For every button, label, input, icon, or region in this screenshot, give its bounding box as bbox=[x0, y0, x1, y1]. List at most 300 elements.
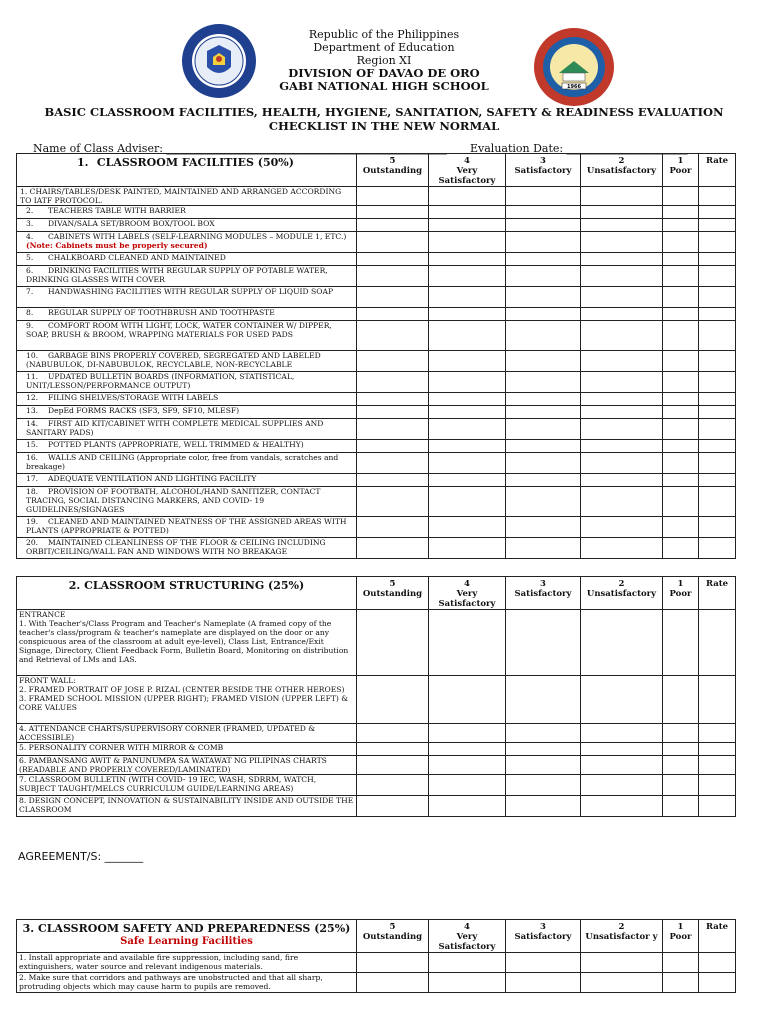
rating-cell-very-satisfactory[interactable] bbox=[429, 538, 506, 559]
checklist-item-number: 7. bbox=[26, 287, 34, 296]
rating-cell-rate[interactable] bbox=[699, 953, 736, 973]
rating-cell-satisfactory[interactable] bbox=[506, 219, 581, 232]
checklist-item-text bbox=[17, 266, 357, 287]
rating-cell-outstanding[interactable] bbox=[357, 266, 429, 287]
rating-cell-outstanding[interactable] bbox=[357, 321, 429, 351]
rating-cell-rate[interactable] bbox=[699, 440, 736, 453]
header-satisfactory: 3 Satisfactory bbox=[506, 920, 581, 953]
checklist-item-note: (Note: Cabinets must be properly secured) bbox=[26, 241, 208, 250]
rating-cell-unsatisfactory[interactable] bbox=[581, 187, 663, 206]
rating-cell-satisfactory[interactable] bbox=[506, 474, 581, 487]
rating-cell-satisfactory[interactable] bbox=[506, 351, 581, 372]
rating-cell-poor[interactable] bbox=[663, 756, 699, 775]
rating-cell-rate[interactable] bbox=[699, 487, 736, 517]
checklist-item-number: 4. bbox=[26, 232, 34, 241]
rating-cell-very-satisfactory[interactable] bbox=[429, 440, 506, 453]
rating-cell-poor[interactable] bbox=[663, 775, 699, 796]
rating-cell-unsatisfactory[interactable] bbox=[581, 253, 663, 266]
rating-cell-unsatisfactory[interactable] bbox=[581, 308, 663, 321]
rating-cell-satisfactory[interactable] bbox=[506, 517, 581, 538]
school-seal-year: 1966 bbox=[567, 84, 581, 90]
rating-cell-outstanding[interactable] bbox=[357, 287, 429, 308]
rating-cell-rate[interactable] bbox=[699, 743, 736, 756]
checklist-item-text bbox=[17, 406, 357, 419]
rating-cell-rate[interactable] bbox=[699, 610, 736, 676]
checklist-item-number: 16. bbox=[26, 453, 39, 462]
rating-cell-rate[interactable] bbox=[699, 724, 736, 743]
checklist-item-text bbox=[17, 321, 357, 351]
checklist-item-label: PROVISION OF FOOTBATH, ALCOHOL/HAND SANITIZER, CONTACT TRACING, SOCIAL DISTANCING MARKERS, AND COVID- 19 GUIDELINES/SIGNAGES bbox=[26, 487, 321, 514]
rating-cell-unsatisfactory[interactable] bbox=[581, 406, 663, 419]
rating-cell-satisfactory[interactable] bbox=[506, 743, 581, 756]
table-row bbox=[17, 321, 736, 351]
rating-cell-satisfactory[interactable] bbox=[506, 724, 581, 743]
checklist-item-label: WALLS AND CEILING (Appropriate color, free from vandals, scratches and breakage) bbox=[26, 453, 339, 471]
checklist-item-text bbox=[17, 419, 357, 440]
rating-cell-poor[interactable] bbox=[663, 610, 699, 676]
table-row bbox=[17, 287, 736, 308]
rating-cell-unsatisfactory[interactable] bbox=[581, 756, 663, 775]
rating-cell-poor[interactable] bbox=[663, 973, 699, 993]
table-row bbox=[17, 487, 736, 517]
rating-cell-poor[interactable] bbox=[663, 372, 699, 393]
rating-cell-rate[interactable] bbox=[699, 308, 736, 321]
checklist-item-number: 10. bbox=[26, 351, 39, 360]
rating-cell-very-satisfactory[interactable] bbox=[429, 743, 506, 756]
rating-cell-rate[interactable] bbox=[699, 372, 736, 393]
checklist-item-label: CHAIRS/TABLES/DESK PAINTED, MAINTAINED AND ARRANGED ACCORDING TO IATF PROTOCOL. bbox=[20, 187, 342, 205]
rating-cell-poor[interactable] bbox=[663, 206, 699, 219]
checklist-item-label: FILING SHELVES/STORAGE WITH LABELS bbox=[48, 393, 219, 402]
table-row bbox=[17, 440, 736, 453]
school-seal-logo bbox=[533, 27, 615, 107]
rating-cell-unsatisfactory[interactable] bbox=[581, 610, 663, 676]
checklist-item-text bbox=[17, 440, 357, 453]
rating-cell-satisfactory[interactable] bbox=[506, 321, 581, 351]
checklist-item-label: ENTRANCE 1. With Teacher's/Class Program and Teacher's Nameplate (A framed copy of the teacher's class/program & teacher's nameplate are displayed on the door or any conspicuous area of the classroom at adult eye-level), Class List, Entrance/Exit Signage, Directory, Client Feedback Form, Bulletin Board, Monitoring on distribution and Retrieval of LMs and LAS. bbox=[17, 610, 357, 676]
header-text-block bbox=[200, 28, 568, 93]
rating-cell-unsatisfactory[interactable] bbox=[581, 287, 663, 308]
table-row bbox=[17, 253, 736, 266]
checklist-item-text bbox=[17, 538, 357, 559]
section3-header-row bbox=[17, 920, 736, 953]
table-row bbox=[17, 724, 736, 743]
rating-cell-unsatisfactory[interactable] bbox=[581, 973, 663, 993]
checklist-item-number: 14. bbox=[26, 419, 39, 428]
header-division: DIVISION OF DAVAO DE ORO bbox=[288, 66, 480, 80]
rating-cell-very-satisfactory[interactable] bbox=[429, 724, 506, 743]
checklist-item-text bbox=[17, 517, 357, 538]
header-outstanding: 5 Outstanding bbox=[357, 154, 429, 187]
rating-cell-satisfactory[interactable] bbox=[506, 487, 581, 517]
checklist-item-text bbox=[17, 187, 357, 206]
rating-cell-outstanding[interactable] bbox=[357, 232, 429, 253]
checklist-item-text bbox=[17, 372, 357, 393]
rating-cell-unsatisfactory[interactable] bbox=[581, 351, 663, 372]
rating-cell-very-satisfactory[interactable] bbox=[429, 206, 506, 219]
rating-cell-very-satisfactory[interactable] bbox=[429, 756, 506, 775]
rating-cell-unsatisfactory[interactable] bbox=[581, 796, 663, 817]
header-region: Region XI bbox=[356, 54, 412, 67]
checklist-item-label: CLEANED AND MAINTAINED NEATNESS OF THE ASSIGNED AREAS WITH PLANTS (APPROPRIATE & POTTED) bbox=[26, 517, 347, 535]
rating-cell-outstanding[interactable] bbox=[357, 219, 429, 232]
rating-cell-satisfactory[interactable] bbox=[506, 610, 581, 676]
rating-cell-very-satisfactory[interactable] bbox=[429, 187, 506, 206]
checklist-item-number: 18. bbox=[26, 487, 39, 496]
section2-title: 2. CLASSROOM STRUCTURING (25%) bbox=[17, 577, 357, 610]
checklist-item-label: CHALKBOARD CLEANED AND MAINTAINED bbox=[48, 253, 226, 262]
rating-cell-very-satisfactory[interactable] bbox=[429, 676, 506, 724]
rating-cell-poor[interactable] bbox=[663, 487, 699, 517]
table-row bbox=[17, 393, 736, 406]
rating-cell-rate[interactable] bbox=[699, 796, 736, 817]
rating-cell-very-satisfactory[interactable] bbox=[429, 253, 506, 266]
checklist-item-number: 13. bbox=[26, 406, 39, 415]
rating-cell-rate[interactable] bbox=[699, 287, 736, 308]
rating-cell-outstanding[interactable] bbox=[357, 372, 429, 393]
rating-cell-unsatisfactory[interactable] bbox=[581, 440, 663, 453]
rating-cell-satisfactory[interactable] bbox=[506, 538, 581, 559]
rating-cell-unsatisfactory[interactable] bbox=[581, 676, 663, 724]
checklist-item-number: 8. bbox=[26, 308, 34, 317]
rating-cell-very-satisfactory[interactable] bbox=[429, 610, 506, 676]
checklist-item-label: DRINKING FACILITIES WITH REGULAR SUPPLY OF POTABLE WATER, DRINKING GLASSES WITH COVER bbox=[26, 266, 328, 284]
checklist-item-text bbox=[17, 219, 357, 232]
rating-cell-poor[interactable] bbox=[663, 453, 699, 474]
header-unsatisfactory: 2 Unsatisfactor y bbox=[581, 920, 663, 953]
rating-cell-outstanding[interactable] bbox=[357, 474, 429, 487]
table-row bbox=[17, 953, 736, 973]
rating-cell-very-satisfactory[interactable] bbox=[429, 287, 506, 308]
rating-cell-rate[interactable] bbox=[699, 266, 736, 287]
rating-cell-outstanding[interactable] bbox=[357, 393, 429, 406]
rating-cell-poor[interactable] bbox=[663, 724, 699, 743]
table-row bbox=[17, 743, 736, 756]
document-header bbox=[0, 0, 768, 110]
checklist-item-label: MAINTAINED CLEANLINESS OF THE FLOOR & CEILING INCLUDING ORBIT/CEILING/WALL FAN AND WINDOWS WITH NO BREAKAGE bbox=[26, 538, 326, 556]
rating-cell-satisfactory[interactable] bbox=[506, 953, 581, 973]
rating-cell-outstanding[interactable] bbox=[357, 775, 429, 796]
rating-cell-outstanding[interactable] bbox=[357, 517, 429, 538]
rating-cell-outstanding[interactable] bbox=[357, 440, 429, 453]
rating-cell-very-satisfactory[interactable] bbox=[429, 419, 506, 440]
checklist-item-label: 1. Install appropriate and available fire suppression, including sand, fire extinguishers, water source and relevant indigenous materials. bbox=[17, 953, 357, 973]
header-satisfactory: 3 Satisfactory bbox=[506, 154, 581, 187]
rating-cell-outstanding[interactable] bbox=[357, 206, 429, 219]
rating-cell-poor[interactable] bbox=[663, 266, 699, 287]
rating-cell-outstanding[interactable] bbox=[357, 743, 429, 756]
rating-cell-unsatisfactory[interactable] bbox=[581, 393, 663, 406]
checklist-item-label: 7. CLASSROOM BULLETIN (WITH COVID- 19 IEC, WASH, SDRRM, WATCH, SUBJECT TAUGHT/MELCS CURRICULUM GUIDE/LEARNING AREAS) bbox=[17, 775, 357, 796]
rating-cell-satisfactory[interactable] bbox=[506, 756, 581, 775]
rating-cell-poor[interactable] bbox=[663, 440, 699, 453]
section1-number: 1. bbox=[77, 156, 89, 169]
header-department: Department of Education bbox=[313, 41, 455, 54]
table-row bbox=[17, 308, 736, 321]
rating-cell-rate[interactable] bbox=[699, 232, 736, 253]
agreement-field[interactable]: AGREEMENT/S: _______ bbox=[18, 850, 144, 863]
title-line-2: CHECKLIST IN THE NEW NORMAL bbox=[268, 119, 500, 133]
section2-body bbox=[17, 610, 736, 817]
checklist-item-number: 19. bbox=[26, 517, 39, 526]
rating-cell-poor[interactable] bbox=[663, 321, 699, 351]
rating-cell-unsatisfactory[interactable] bbox=[581, 321, 663, 351]
rating-cell-satisfactory[interactable] bbox=[506, 775, 581, 796]
checklist-item-label: 5. PERSONALITY CORNER WITH MIRROR & COMB bbox=[17, 743, 357, 756]
rating-cell-rate[interactable] bbox=[699, 973, 736, 993]
rating-cell-unsatisfactory[interactable] bbox=[581, 743, 663, 756]
rating-cell-outstanding[interactable] bbox=[357, 453, 429, 474]
checklist-item-label: HANDWASHING FACILITIES WITH REGULAR SUPPLY OF LIQUID SOAP bbox=[48, 287, 334, 296]
checklist-item-number: 2. bbox=[26, 206, 34, 215]
rating-cell-poor[interactable] bbox=[663, 351, 699, 372]
rating-cell-unsatisfactory[interactable] bbox=[581, 724, 663, 743]
rating-cell-satisfactory[interactable] bbox=[506, 419, 581, 440]
checklist-item-text bbox=[17, 232, 357, 253]
checklist-item-label: REGULAR SUPPLY OF TOOTHBRUSH AND TOOTHPASTE bbox=[48, 308, 275, 317]
rating-cell-satisfactory[interactable] bbox=[506, 676, 581, 724]
rating-cell-rate[interactable] bbox=[699, 351, 736, 372]
rating-cell-very-satisfactory[interactable] bbox=[429, 953, 506, 973]
rating-cell-outstanding[interactable] bbox=[357, 796, 429, 817]
rating-cell-outstanding[interactable] bbox=[357, 253, 429, 266]
checklist-item-text bbox=[17, 453, 357, 474]
checklist-item-number: 15. bbox=[26, 440, 39, 449]
header-school: GABI NATIONAL HIGH SCHOOL bbox=[279, 79, 489, 93]
rating-cell-satisfactory[interactable] bbox=[506, 287, 581, 308]
rating-cell-rate[interactable] bbox=[699, 517, 736, 538]
rating-cell-outstanding[interactable] bbox=[357, 953, 429, 973]
table-row bbox=[17, 372, 736, 393]
checklist-item-number: 6. bbox=[26, 266, 34, 275]
rating-cell-poor[interactable] bbox=[663, 538, 699, 559]
rating-cell-unsatisfactory[interactable] bbox=[581, 474, 663, 487]
rating-cell-outstanding[interactable] bbox=[357, 308, 429, 321]
section3-body bbox=[17, 953, 736, 993]
checklist-item-label: 2. Make sure that corridors and pathways are unobstructed and that all sharp, protruding objects which may cause harm to pupils are removed. bbox=[17, 973, 357, 993]
rating-cell-very-satisfactory[interactable] bbox=[429, 796, 506, 817]
table-row bbox=[17, 610, 736, 676]
rating-cell-poor[interactable] bbox=[663, 253, 699, 266]
checklist-item-number: 17. bbox=[26, 474, 39, 483]
rating-cell-rate[interactable] bbox=[699, 775, 736, 796]
header-poor: 1 Poor bbox=[663, 154, 699, 187]
rating-cell-poor[interactable] bbox=[663, 187, 699, 206]
rating-cell-unsatisfactory[interactable] bbox=[581, 487, 663, 517]
rating-cell-rate[interactable] bbox=[699, 187, 736, 206]
table-row bbox=[17, 756, 736, 775]
rating-cell-very-satisfactory[interactable] bbox=[429, 393, 506, 406]
header-very-satisfactory: 4 Very Satisfactory bbox=[429, 920, 506, 953]
rating-cell-poor[interactable] bbox=[663, 676, 699, 724]
header-rate: Rate bbox=[699, 154, 736, 187]
section3-title bbox=[17, 920, 357, 953]
checklist-item-label: ADEQUATE VENTILATION AND LIGHTING FACILITY bbox=[48, 474, 257, 483]
rating-cell-rate[interactable] bbox=[699, 419, 736, 440]
class-adviser-field[interactable]: Name of Class Adviser: ___________________________________________________ bbox=[33, 142, 447, 155]
table-row bbox=[17, 232, 736, 253]
rating-cell-satisfactory[interactable] bbox=[506, 187, 581, 206]
rating-cell-unsatisfactory[interactable] bbox=[581, 232, 663, 253]
section1-table bbox=[16, 153, 736, 559]
rating-cell-poor[interactable] bbox=[663, 796, 699, 817]
rating-cell-unsatisfactory[interactable] bbox=[581, 953, 663, 973]
checklist-item-number: 20. bbox=[26, 538, 39, 547]
rating-cell-satisfactory[interactable] bbox=[506, 232, 581, 253]
evaluation-date-field[interactable]: Evaluation Date: ______________________ bbox=[470, 142, 688, 155]
rating-cell-outstanding[interactable] bbox=[357, 538, 429, 559]
table-row bbox=[17, 219, 736, 232]
rating-cell-poor[interactable] bbox=[663, 953, 699, 973]
header-outstanding: 5 Outstanding bbox=[357, 920, 429, 953]
checklist-item-text bbox=[17, 351, 357, 372]
checklist-item-number: 11. bbox=[26, 372, 39, 381]
rating-cell-rate[interactable] bbox=[699, 253, 736, 266]
table-row bbox=[17, 351, 736, 372]
rating-cell-very-satisfactory[interactable] bbox=[429, 453, 506, 474]
rating-cell-rate[interactable] bbox=[699, 393, 736, 406]
rating-cell-very-satisfactory[interactable] bbox=[429, 474, 506, 487]
rating-cell-poor[interactable] bbox=[663, 517, 699, 538]
rating-cell-very-satisfactory[interactable] bbox=[429, 517, 506, 538]
rating-cell-outstanding[interactable] bbox=[357, 187, 429, 206]
checklist-item-label: 8. DESIGN CONCEPT, INNOVATION & SUSTAINABILITY INSIDE AND OUTSIDE THE CLASSROOM bbox=[17, 796, 357, 817]
header-satisfactory: 3 Satisfactory bbox=[506, 577, 581, 610]
rating-cell-poor[interactable] bbox=[663, 232, 699, 253]
rating-cell-rate[interactable] bbox=[699, 321, 736, 351]
rating-cell-very-satisfactory[interactable] bbox=[429, 973, 506, 993]
rating-cell-poor[interactable] bbox=[663, 393, 699, 406]
rating-cell-poor[interactable] bbox=[663, 474, 699, 487]
rating-cell-satisfactory[interactable] bbox=[506, 453, 581, 474]
checklist-item-label: DepEd FORMS RACKS (SF3, SF9, SF10, MLESF) bbox=[48, 406, 240, 415]
checklist-item-text bbox=[17, 393, 357, 406]
rating-cell-unsatisfactory[interactable] bbox=[581, 372, 663, 393]
rating-cell-outstanding[interactable] bbox=[357, 676, 429, 724]
table-row bbox=[17, 517, 736, 538]
rating-cell-satisfactory[interactable] bbox=[506, 973, 581, 993]
rating-cell-outstanding[interactable] bbox=[357, 973, 429, 993]
rating-cell-outstanding[interactable] bbox=[357, 610, 429, 676]
section3-title-text: 3. CLASSROOM SAFETY AND PREPAREDNESS (25%) bbox=[22, 922, 351, 935]
rating-cell-very-satisfactory[interactable] bbox=[429, 487, 506, 517]
checklist-item-label: 4. ATTENDANCE CHARTS/SUPERVISORY CORNER (FRAMED, UPDATED & ACCESSIBLE) bbox=[17, 724, 357, 743]
header-rate: Rate bbox=[699, 920, 736, 953]
rating-cell-satisfactory[interactable] bbox=[506, 253, 581, 266]
checklist-item-number: 5. bbox=[26, 253, 34, 262]
header-poor: 1 Poor bbox=[663, 577, 699, 610]
checklist-item-text bbox=[17, 287, 357, 308]
rating-cell-unsatisfactory[interactable] bbox=[581, 538, 663, 559]
table-row bbox=[17, 453, 736, 474]
rating-cell-poor[interactable] bbox=[663, 419, 699, 440]
checklist-item-number: 12. bbox=[26, 393, 39, 402]
rating-cell-outstanding[interactable] bbox=[357, 406, 429, 419]
rating-cell-very-satisfactory[interactable] bbox=[429, 372, 506, 393]
rating-cell-rate[interactable] bbox=[699, 206, 736, 219]
section2-header-row bbox=[17, 577, 736, 610]
checklist-item-label: TEACHERS TABLE WITH BARRIER bbox=[48, 206, 186, 215]
rating-cell-poor[interactable] bbox=[663, 406, 699, 419]
checklist-item-number: 9. bbox=[26, 321, 34, 330]
table-row bbox=[17, 266, 736, 287]
rating-cell-outstanding[interactable] bbox=[357, 351, 429, 372]
header-unsatisfactory: 2 Unsatisfactory bbox=[581, 154, 663, 187]
rating-cell-satisfactory[interactable] bbox=[506, 440, 581, 453]
rating-cell-poor[interactable] bbox=[663, 308, 699, 321]
checklist-item-text bbox=[17, 253, 357, 266]
rating-cell-rate[interactable] bbox=[699, 538, 736, 559]
rating-cell-poor[interactable] bbox=[663, 287, 699, 308]
rating-cell-rate[interactable] bbox=[699, 219, 736, 232]
rating-cell-rate[interactable] bbox=[699, 406, 736, 419]
table-row bbox=[17, 206, 736, 219]
rating-cell-unsatisfactory[interactable] bbox=[581, 219, 663, 232]
rating-cell-poor[interactable] bbox=[663, 743, 699, 756]
rating-cell-very-satisfactory[interactable] bbox=[429, 351, 506, 372]
rating-cell-outstanding[interactable] bbox=[357, 487, 429, 517]
rating-cell-outstanding[interactable] bbox=[357, 756, 429, 775]
rating-cell-satisfactory[interactable] bbox=[506, 206, 581, 219]
table-row bbox=[17, 676, 736, 724]
checklist-item-label: POTTED PLANTS (APPROPRIATE, WELL TRIMMED & HEALTHY) bbox=[48, 440, 304, 449]
table-row bbox=[17, 187, 736, 206]
section3-subtitle: Safe Learning Facilities bbox=[120, 936, 253, 947]
rating-cell-outstanding[interactable] bbox=[357, 419, 429, 440]
header-rate: Rate bbox=[699, 577, 736, 610]
rating-cell-rate[interactable] bbox=[699, 474, 736, 487]
rating-cell-very-satisfactory[interactable] bbox=[429, 219, 506, 232]
rating-cell-satisfactory[interactable] bbox=[506, 393, 581, 406]
table-row bbox=[17, 538, 736, 559]
checklist-item-label: FRONT WALL: 2. FRAMED PORTRAIT OF JOSE P. RIZAL (CENTER BESIDE THE OTHER HEROES) 3. FRAMED SCHOOL MISSION (UPPER RIGHT); FRAMED VISION (UPPER LEFT) & CORE VALUES bbox=[17, 676, 357, 724]
rating-cell-satisfactory[interactable] bbox=[506, 372, 581, 393]
header-unsatisfactory: 2 Unsatisfactory bbox=[581, 577, 663, 610]
rating-cell-unsatisfactory[interactable] bbox=[581, 775, 663, 796]
checklist-item-label: DIVAN/SALA SET/BROOM BOX/TOOL BOX bbox=[48, 219, 215, 228]
table-row bbox=[17, 775, 736, 796]
rating-cell-unsatisfactory[interactable] bbox=[581, 206, 663, 219]
checklist-item-text bbox=[17, 487, 357, 517]
rating-cell-very-satisfactory[interactable] bbox=[429, 266, 506, 287]
rating-cell-very-satisfactory[interactable] bbox=[429, 308, 506, 321]
rating-cell-unsatisfactory[interactable] bbox=[581, 419, 663, 440]
document-title bbox=[40, 105, 728, 133]
rating-cell-rate[interactable] bbox=[699, 676, 736, 724]
checklist-item-label: CABINETS WITH LABELS (SELF-LEARNING MODULES – MODULE 1, ETC.) bbox=[48, 232, 347, 241]
rating-cell-very-satisfactory[interactable] bbox=[429, 406, 506, 419]
rating-cell-satisfactory[interactable] bbox=[506, 308, 581, 321]
section3-table bbox=[16, 919, 736, 993]
rating-cell-rate[interactable] bbox=[699, 453, 736, 474]
rating-cell-satisfactory[interactable] bbox=[506, 406, 581, 419]
rating-cell-outstanding[interactable] bbox=[357, 724, 429, 743]
rating-cell-satisfactory[interactable] bbox=[506, 266, 581, 287]
rating-cell-unsatisfactory[interactable] bbox=[581, 517, 663, 538]
rating-cell-very-satisfactory[interactable] bbox=[429, 775, 506, 796]
rating-cell-very-satisfactory[interactable] bbox=[429, 232, 506, 253]
rating-cell-rate[interactable] bbox=[699, 756, 736, 775]
checklist-item-number: 3. bbox=[26, 219, 34, 228]
section1-title bbox=[17, 154, 357, 187]
rating-cell-satisfactory[interactable] bbox=[506, 796, 581, 817]
rating-cell-poor[interactable] bbox=[663, 219, 699, 232]
section1-header-row bbox=[17, 154, 736, 187]
rating-cell-unsatisfactory[interactable] bbox=[581, 453, 663, 474]
rating-cell-unsatisfactory[interactable] bbox=[581, 266, 663, 287]
rating-cell-very-satisfactory[interactable] bbox=[429, 321, 506, 351]
header-very-satisfactory: 4 Very Satisfactory bbox=[429, 154, 506, 187]
